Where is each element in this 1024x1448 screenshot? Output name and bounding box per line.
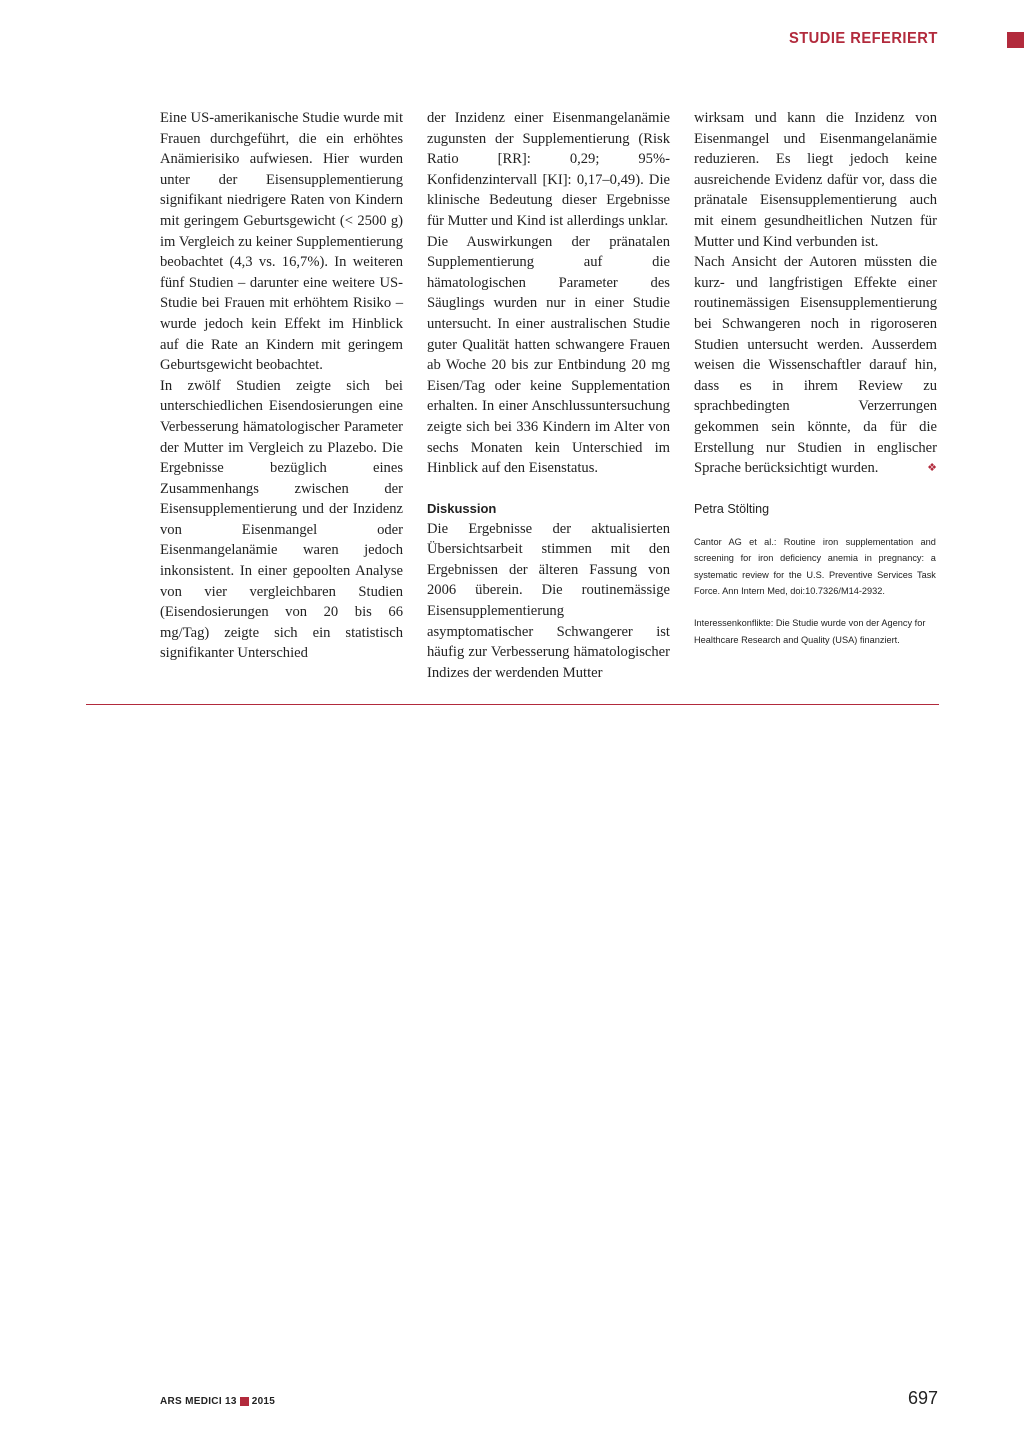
journal-name: ARS MEDICI 13 [160, 1396, 237, 1407]
journal-year: 2015 [251, 1396, 276, 1407]
text-column-3 [694, 108, 937, 649]
content-divider [86, 704, 939, 705]
section-label: STUDIE REFERIERT [789, 30, 938, 47]
paragraph: Eine US-amerikanische Studie wurde mit Frauen durchgeführt, die ein erhöhtes Anämierisiko aufwiesen. Hier wurden unter der Eisensupplementierung signifikant niedrigere Raten von Kindern mit geringem Geburtsgewicht (< 2500 g) im Vergleich zu keiner Supplementierung beobachtet (4,3 vs. 16,7%). In weiteren fünf Studien – darunter eine weitere US-Studie bei Frauen mit erhöhtem Risiko – wurde jedoch kein Effekt im Hinblick auf die Rate an Kindern mit geringem Geburtsgewicht beobachtet. [160, 110, 403, 374]
text-column-2 [427, 108, 670, 683]
footer-square-icon [240, 1397, 249, 1406]
author-name: Petra Stölting [694, 501, 770, 516]
paragraph: Die Auswirkungen der pränatalen Supplementierung auf die hämatologischen Parameter des Säuglings wurden nur in einer Studie untersucht. In einer australischen Studie guter Qualität hatten schwangere Frauen ab Woche 20 bis zur Entbindung 20 mg Eisen/Tag oder keine Supplementation erhalten. In einer Anschlussuntersuchung zeigte sich bei 336 Kindern im Alter von sechs Monaten kein Unterschied im Hinblick auf den Eisenstatus. [427, 233, 670, 477]
paragraph: wirksam und kann die Inzidenz von Eisenmangel und Eisenmangelanämie reduzieren. Es liegt jedoch keine ausreichende Evidenz dafür vor, dass die pränatale Eisensupplementierung auch mit einem gesundheitlichen Nutzen für Mutter und Kind verbunden ist. [694, 110, 937, 250]
paragraph: Die Ergebnisse der aktualisierten Übersichtsarbeit stimmen mit den Ergebnissen der älteren Fassung von 2006 überein. Die routinemässige Eisensupplementierung asymptomatischer Schwangerer ist häufig zur Verbesserung hämatologischer Indizes der werdenden Mutter [427, 520, 670, 681]
section-heading-diskussion: Diskussion [427, 500, 497, 516]
footer-journal [160, 1396, 275, 1407]
conflict-of-interest-note: Interessenkonflikte: Die Studie wurde von der Agency for Healthcare Research and Quality (USA) finanziert. [694, 618, 926, 646]
paragraph-text: Nach Ansicht der Autoren müssten die kurz- und langfristigen Effekte einer routinemässigen Eisensupplementierung bei Schwangeren noch in rigoroseren Studien untersucht werden. Ausserdem weisen die Wissenschaftler darauf hin, dass es in ihrem Review zu sprachbedingten Verzerrungen gekommen sein könnte, da für die Erstellung nur Studien in englischer Sprache berücksichtigt wurden. [694, 254, 937, 477]
paragraph: In zwölf Studien zeigte sich bei unterschiedlichen Eisendosierungen eine Verbesserung hämatologischer Parameter der Mutter im Vergleich zu Plazebo. Die Ergebnisse bezüglich eines Zusammenhangs zwischen der Eisensupplementierung und der Inzidenz von Eisenmangel oder Eisenmangelanämie waren jedoch inkonsistent. In einer gepoolten Analyse von vier vergleichbaren Studien (Eisendosierungen von 20 bis 66 mg/Tag) zeigte sich ein statistisch signifikanter Unterschied [160, 377, 403, 662]
reference-citation: Cantor AG et al.: Routine iron supplementation and screening for iron deficiency anemia in pregnancy: a systematic review for the U.S. Preventive Services Task Force. Ann Intern Med, doi:10.7326/M14-2932. [694, 536, 936, 597]
section-marker-square [1007, 32, 1024, 48]
paragraph [694, 252, 937, 479]
paragraph: der Inzidenz einer Eisenmangelanämie zugunsten der Supplementierung (Risk Ratio [RR]: 0,29; 95%-Konfidenzintervall [KI]: 0,17–0,49). Die klinische Bedeutung dieser Ergebnisse für Mutter und Kind ist allerdings unklar. [427, 110, 670, 229]
text-column-1 [160, 108, 403, 664]
page-number: 697 [907, 1388, 938, 1408]
end-of-article-icon: ❖ [927, 462, 937, 475]
